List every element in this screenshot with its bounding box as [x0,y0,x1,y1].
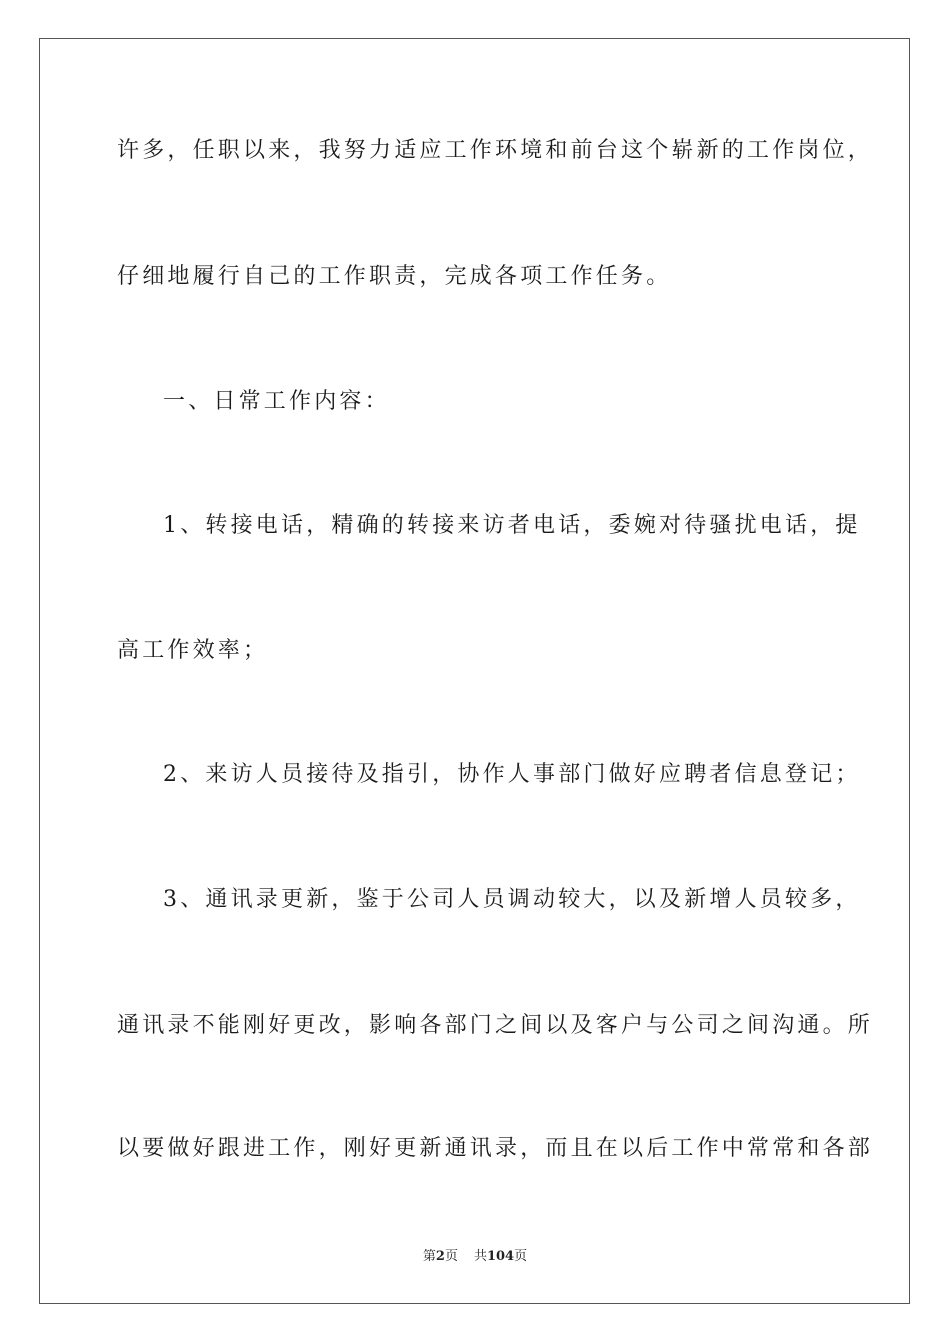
list-item-1-line-2: 高工作效率； [117,638,269,663]
page-number: 2 [435,1249,445,1264]
list-item-3-line-3: 以要做好跟进工作，刚好更新通讯录，而且在以后工作中常常和各部 [117,1136,874,1161]
list-item-1-line-1: 1、转接电话，精确的转接来访者电话，委婉对待骚扰电话，提 [163,513,861,538]
list-item-2: 2、来访人员接待及指引，协作人事部门做好应聘者信息登记； [163,762,861,787]
paragraph-line-2: 仔细地履行自己的工作职责，完成各项工作任务。 [117,264,672,289]
total-pages: 104 [486,1249,515,1264]
section-heading: 一、日常工作内容： [163,389,390,414]
paragraph-line-1: 许多，任职以来，我努力适应工作环境和前台这个崭新的工作岗位， [117,138,874,163]
total-suffix: 页 [514,1249,528,1264]
page-footer [0,1245,950,1264]
page-prefix: 第 [422,1249,436,1264]
page-frame [39,38,910,1304]
list-item-3-line-2: 通讯录不能刚好更改，影响各部门之间以及客户与公司之间沟通。所 [117,1013,874,1038]
page-suffix: 页 [444,1249,458,1264]
total-prefix: 共 [473,1249,487,1264]
list-item-3-line-1: 3、通讯录更新，鉴于公司人员调动较大，以及新增人员较多， [163,887,861,912]
